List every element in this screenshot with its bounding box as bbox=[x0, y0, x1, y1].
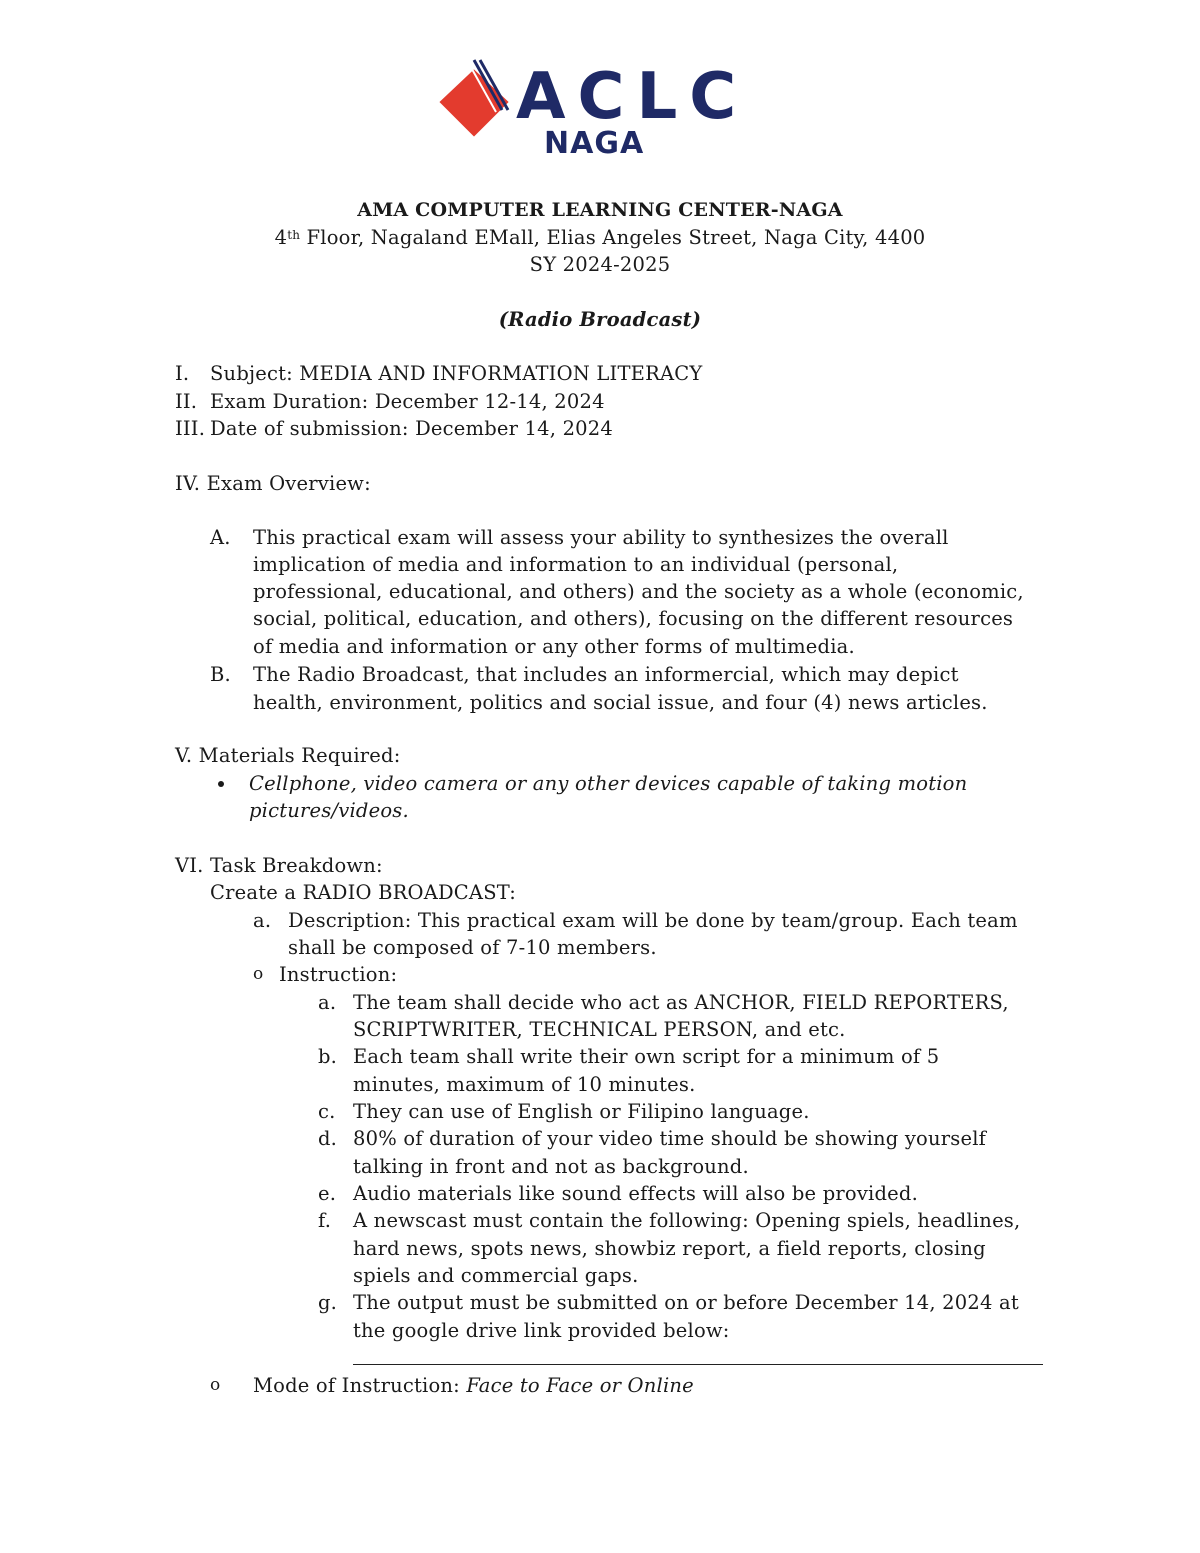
instruction-label: Instruction: bbox=[279, 963, 398, 986]
aclc-diamond-icon bbox=[434, 58, 524, 148]
materials-line: Cellphone, video camera or any other devices capable of taking motion bbox=[249, 772, 968, 795]
step-line: They can use of English or Filipino language. bbox=[353, 1100, 810, 1123]
instruction-marker: o bbox=[253, 964, 264, 984]
info-subject: Subject: MEDIA AND INFORMATION LITERACY bbox=[210, 362, 703, 385]
mode-line bbox=[253, 1372, 694, 1399]
step-letter: e. bbox=[318, 1182, 337, 1205]
overview-item-a-line: implication of media and information to an individual (personal, bbox=[253, 553, 899, 576]
mode-value: Face to Face or Online bbox=[466, 1374, 694, 1397]
address-rest: Floor, Nagaland EMall, Elias Angeles Street, Naga City, 4400 bbox=[300, 226, 926, 249]
overview-item-a-line: This practical exam will assess your ability to synthesizes the overall bbox=[253, 526, 949, 549]
tasks-heading: VI. Task Breakdown: bbox=[175, 854, 383, 877]
step-letter: d. bbox=[318, 1127, 338, 1150]
step-line: Audio materials like sound effects will also be provided. bbox=[353, 1182, 918, 1205]
info-num: III. bbox=[175, 417, 206, 440]
overview-item-b-line: The Radio Broadcast, that includes an informercial, which may depict bbox=[253, 663, 959, 686]
mode-label: Mode of Instruction: bbox=[253, 1374, 467, 1397]
step-line: the google drive link provided below: bbox=[353, 1319, 730, 1342]
description-line: Description: This practical exam will be done by team/group. Each team bbox=[288, 909, 1018, 932]
step-line: Each team shall write their own script for a minimum of 5 bbox=[353, 1045, 940, 1068]
step-letter: c. bbox=[318, 1100, 336, 1123]
description-line: shall be composed of 7-10 members. bbox=[288, 936, 657, 959]
drive-link-blank-line bbox=[353, 1364, 1043, 1365]
description-letter: a. bbox=[253, 909, 272, 932]
overview-item-letter: B. bbox=[210, 663, 231, 686]
step-line: spiels and commercial gaps. bbox=[353, 1264, 639, 1287]
step-letter: b. bbox=[318, 1045, 338, 1068]
info-duration: Exam Duration: December 12-14, 2024 bbox=[210, 390, 605, 413]
step-line: 80% of duration of your video time should be showing yourself bbox=[353, 1127, 987, 1150]
exam-type-title: (Radio Broadcast) bbox=[498, 308, 702, 331]
step-line: SCRIPTWRITER, TECHNICAL PERSON, and etc. bbox=[353, 1018, 846, 1041]
address-floor-suffix: th bbox=[287, 228, 301, 242]
logo bbox=[430, 52, 749, 167]
step-line: minutes, maximum of 10 minutes. bbox=[353, 1073, 696, 1096]
address-line bbox=[0, 224, 1200, 251]
overview-item-b-line: health, environment, politics and social issue, and four (4) news articles. bbox=[253, 691, 988, 714]
step-letter: a. bbox=[318, 991, 337, 1014]
tasks-create-line: Create a RADIO BROADCAST: bbox=[210, 881, 517, 904]
logo-location-text: NAGA bbox=[544, 126, 645, 161]
bullet-icon bbox=[218, 781, 224, 787]
step-letter: f. bbox=[318, 1209, 332, 1232]
mode-marker: o bbox=[210, 1375, 221, 1395]
address-floor: 4 bbox=[274, 226, 288, 249]
institution-title: AMA COMPUTER LEARNING CENTER-NAGA bbox=[357, 199, 843, 221]
overview-item-letter: A. bbox=[210, 526, 231, 549]
info-num: I. bbox=[175, 362, 190, 385]
overview-item-a-line: social, political, education, and others), focusing on the different resources bbox=[253, 607, 1014, 630]
step-line: The output must be submitted on or before December 14, 2024 at bbox=[353, 1291, 1019, 1314]
overview-item-a-line: of media and information or any other forms of multimedia. bbox=[253, 635, 855, 658]
overview-item-a-line: professional, educational, and others) and the society as a whole (economic, bbox=[253, 580, 1024, 603]
step-line: talking in front and not as background. bbox=[353, 1155, 749, 1178]
info-num: II. bbox=[175, 390, 198, 413]
school-year: SY 2024-2025 bbox=[529, 253, 671, 276]
info-submission-date: Date of submission: December 14, 2024 bbox=[210, 417, 613, 440]
step-line: A newscast must contain the following: Opening spiels, headlines, bbox=[353, 1209, 1021, 1232]
step-letter: g. bbox=[318, 1291, 338, 1314]
materials-line: pictures/videos. bbox=[249, 799, 409, 822]
materials-heading: V. Materials Required: bbox=[175, 744, 401, 767]
logo-brand-text: ACLC bbox=[516, 60, 749, 134]
overview-heading: IV. Exam Overview: bbox=[175, 472, 371, 495]
step-line: The team shall decide who act as ANCHOR, FIELD REPORTERS, bbox=[353, 991, 1009, 1014]
step-line: hard news, spots news, showbiz report, a field reports, closing bbox=[353, 1237, 986, 1260]
